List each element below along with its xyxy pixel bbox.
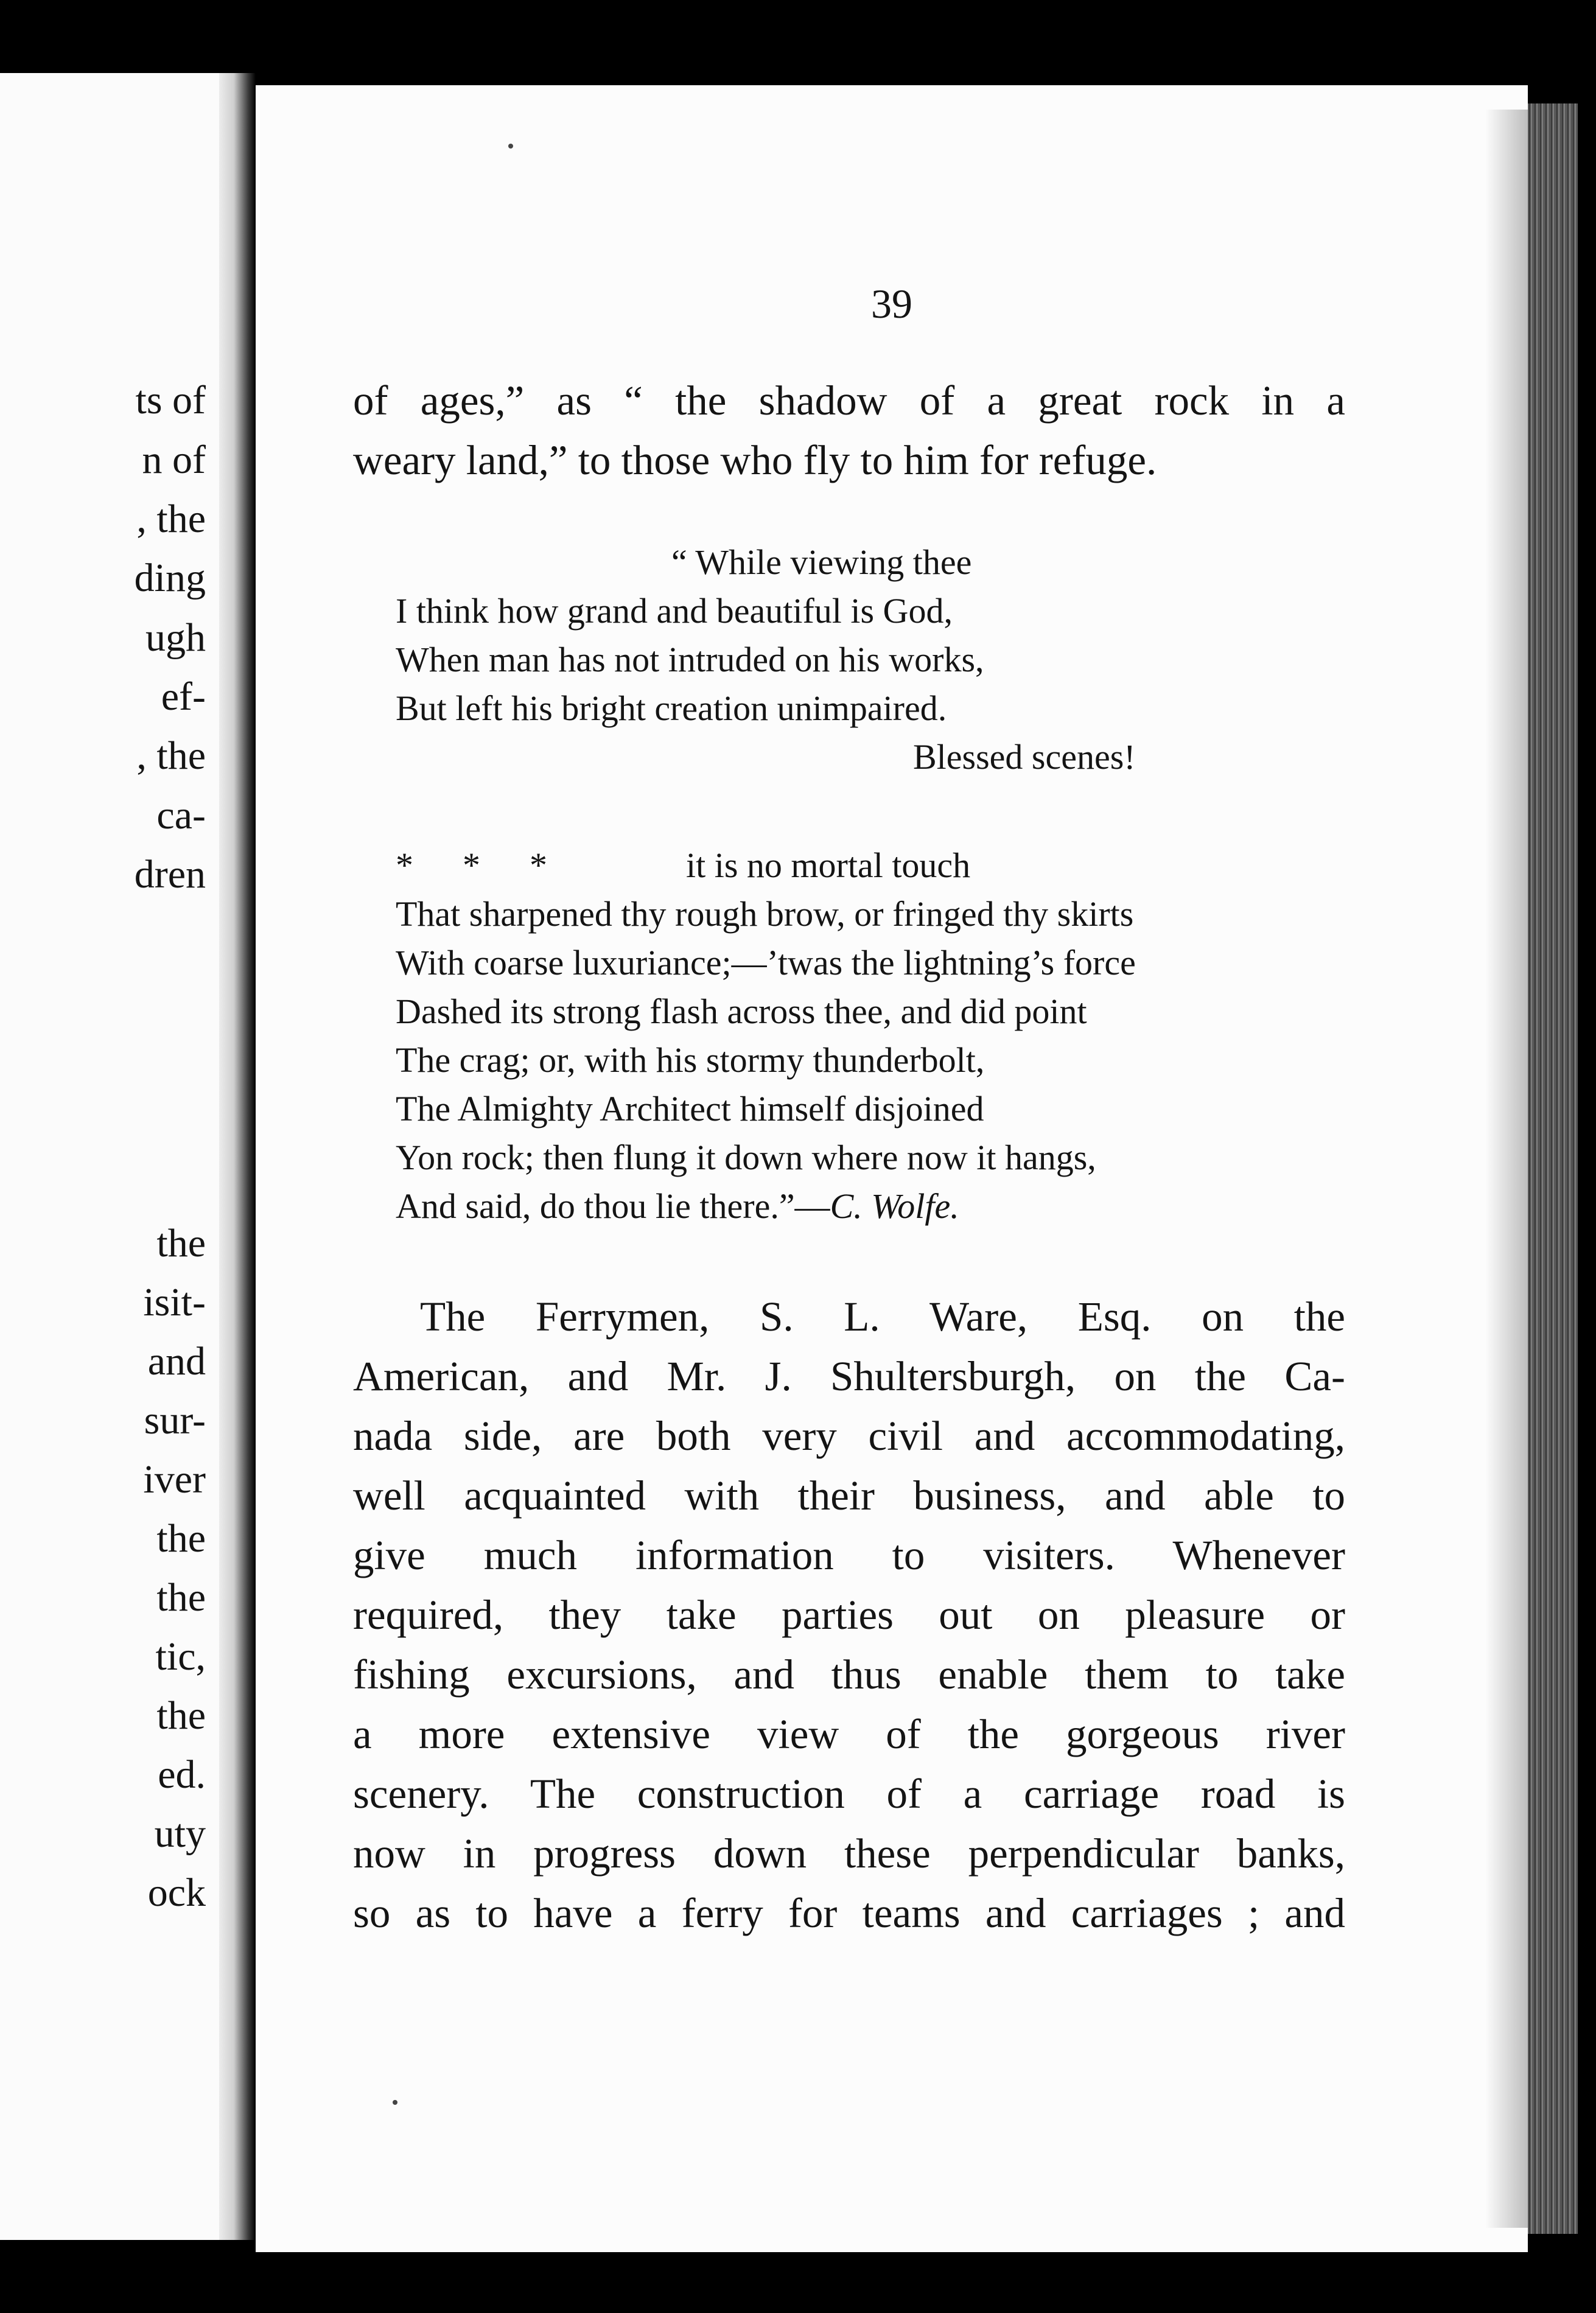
paragraph-line: nada side, are both very civil and accommodating, bbox=[353, 1413, 1345, 1459]
left-facing-page bbox=[0, 73, 219, 2240]
book-page bbox=[256, 85, 1528, 2252]
prose-line: of ages,” as “ the shadow of a great rock in a bbox=[353, 377, 1345, 424]
paragraph-line: scenery. The construction of a carriage road is bbox=[353, 1771, 1345, 1817]
paragraph-line: a more extensive view of the gorgeous river bbox=[353, 1711, 1345, 1757]
paragraph-line: now in progress down these perpendicular banks, bbox=[353, 1830, 1345, 1877]
poem-attribution: C. Wolfe. bbox=[830, 1186, 959, 1226]
poem-line: Yon rock; then flung it down where now it hangs, bbox=[396, 1138, 1096, 1177]
paragraph-line: well acquainted with their business, and able to bbox=[353, 1472, 1345, 1519]
left-page-fragment: iver bbox=[143, 1457, 206, 1502]
left-page-fragment: ts of bbox=[135, 378, 206, 422]
left-page-fragment: tic, bbox=[155, 1634, 206, 1679]
poem-line: When man has not intruded on his works, bbox=[396, 640, 984, 679]
poem-line: The Almighty Architect himself disjoined bbox=[396, 1089, 984, 1129]
page-number: 39 bbox=[871, 281, 912, 327]
left-page-fragment: the bbox=[156, 1693, 206, 1738]
left-page-fragment: ca- bbox=[156, 793, 206, 838]
print-speck bbox=[393, 2100, 397, 2105]
print-speck bbox=[508, 144, 513, 149]
paragraph-line: so as to have a ferry for teams and carriages ; and bbox=[353, 1890, 1345, 1936]
left-page-fragment: sur- bbox=[144, 1398, 206, 1443]
paragraph-line: required, they take parties out on pleasure or bbox=[353, 1592, 1345, 1638]
left-page-fragment: n of bbox=[142, 438, 206, 482]
poem-line: And said, do thou lie there.”— bbox=[396, 1186, 830, 1226]
poem-line: “ While viewing thee bbox=[671, 542, 972, 582]
page-curve-shadow bbox=[1485, 110, 1528, 2228]
left-page-fragment: the bbox=[156, 1516, 206, 1561]
poem-line: That sharpened thy rough brow, or fringed thy skirts bbox=[396, 894, 1134, 934]
left-page-fragment: ef- bbox=[161, 674, 206, 719]
left-page-fragment: dren bbox=[134, 852, 206, 897]
paragraph-line: The Ferrymen, S. L. Ware, Esq. on the bbox=[420, 1293, 1345, 1340]
paragraph-line: fishing excursions, and thus enable them to take bbox=[353, 1651, 1345, 1698]
left-page-fragment: the bbox=[156, 1221, 206, 1265]
left-page-fragment: uty bbox=[154, 1811, 206, 1856]
paragraph-line: American, and Mr. J. Shultersburgh, on the Ca- bbox=[353, 1353, 1345, 1399]
left-page-fragment: ock bbox=[147, 1870, 206, 1915]
poem-line: it is no mortal touch bbox=[686, 845, 971, 885]
poem-line: Blessed scenes! bbox=[913, 737, 1136, 777]
left-page-fragment: ugh bbox=[145, 615, 206, 660]
book-fore-edge bbox=[1528, 103, 1578, 2234]
left-page-fragment: ed. bbox=[158, 1752, 206, 1797]
book-gutter bbox=[219, 73, 256, 2240]
poem-line: The crag; or, with his stormy thunderbolt, bbox=[396, 1040, 985, 1080]
poem-last-line bbox=[396, 1187, 959, 1226]
poem-line: But left his bright creation unimpaired. bbox=[396, 688, 947, 728]
prose-line: weary land,” to those who fly to him for refuge. bbox=[353, 437, 1157, 483]
poem-line: With coarse luxuriance;—’twas the lightning’s force bbox=[396, 943, 1136, 982]
left-page-fragment: isit- bbox=[143, 1280, 206, 1324]
poem-line: I think how grand and beautiful is God, bbox=[396, 591, 953, 631]
left-page-fragment: , the bbox=[136, 497, 206, 541]
left-page-fragment: the bbox=[156, 1575, 206, 1620]
poem-ellipsis-stars: * * * bbox=[396, 845, 547, 885]
paragraph-line: give much information to visiters. Whenever bbox=[353, 1532, 1345, 1578]
poem-line: Dashed its strong flash across thee, and did point bbox=[396, 992, 1087, 1031]
left-page-fragment: and bbox=[147, 1339, 206, 1384]
left-page-fragment: ding bbox=[134, 556, 206, 600]
left-page-fragment: , the bbox=[136, 733, 206, 778]
